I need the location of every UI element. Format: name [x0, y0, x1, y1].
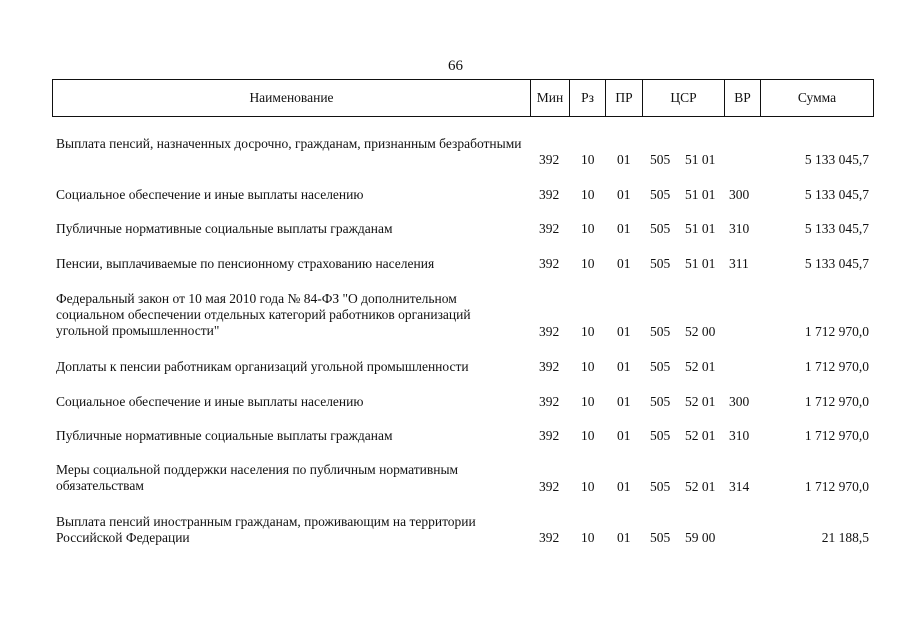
- row-vr: 311: [729, 256, 749, 271]
- row-pr: 01: [617, 187, 631, 202]
- row-pr: 01: [617, 479, 631, 494]
- row-min: 392: [539, 324, 560, 339]
- row-min: 392: [539, 256, 560, 271]
- row-min: 392: [539, 152, 560, 167]
- row-name: Социальное обеспечение и иные выплаты населению: [56, 394, 364, 409]
- row-csr-item: 51 01: [685, 152, 716, 167]
- row-min: 392: [539, 187, 560, 202]
- row-name: Публичные нормативные социальные выплаты гражданам: [56, 428, 393, 443]
- header-min: Мин: [531, 80, 570, 116]
- row-csr-program: 505: [650, 479, 671, 494]
- row-sum: 1 712 970,0: [804, 428, 869, 443]
- header-name: Наименование: [53, 80, 531, 116]
- row-csr-program: 505: [650, 187, 671, 202]
- row-sum: 1 712 970,0: [804, 324, 869, 339]
- table-header: [52, 79, 874, 117]
- row-min: 392: [539, 359, 560, 374]
- row-pr: 01: [617, 394, 631, 409]
- row-pr: 01: [617, 359, 631, 374]
- row-name: Социальное обеспечение и иные выплаты населению: [56, 187, 364, 202]
- row-csr-item: 51 01: [685, 256, 716, 271]
- row-rz: 10: [581, 221, 595, 236]
- row-sum: 5 133 045,7: [804, 187, 869, 202]
- row-csr-item: 52 01: [685, 394, 716, 409]
- row-min: 392: [539, 394, 560, 409]
- row-pr: 01: [617, 152, 631, 167]
- row-min: 392: [539, 479, 560, 494]
- row-min: 392: [539, 221, 560, 236]
- row-pr: 01: [617, 324, 631, 339]
- header-vr: ВР: [725, 80, 761, 116]
- row-name: Выплата пенсий, назначенных досрочно, гражданам, признанным безработными: [56, 136, 522, 151]
- row-vr: 310: [729, 428, 750, 443]
- row-rz: 10: [581, 394, 595, 409]
- row-name: Выплата пенсий иностранным гражданам, проживающим на территории Российской Федерации: [56, 514, 476, 545]
- row-name: Федеральный закон от 10 мая 2010 года № 84-ФЗ "О дополнительном социальном обеспечении отдельных категорий работников организаций угольной промышленности": [56, 291, 471, 338]
- row-rz: 10: [581, 187, 595, 202]
- row-sum: 5 133 045,7: [804, 152, 869, 167]
- row-name: Меры социальной поддержки населения по публичным нормативным обязательствам: [56, 462, 459, 493]
- row-csr-item: 59 00: [685, 530, 716, 545]
- row-pr: 01: [617, 530, 631, 545]
- header-sum: Сумма: [797, 90, 837, 105]
- row-csr-item: 51 01: [685, 187, 716, 202]
- row-csr-program: 505: [650, 256, 671, 271]
- row-name: Публичные нормативные социальные выплаты гражданам: [56, 221, 393, 236]
- row-csr-program: 505: [650, 530, 671, 545]
- row-vr: 314: [729, 479, 750, 494]
- header-rz: Рз: [570, 80, 606, 116]
- row-sum: 5 133 045,7: [804, 256, 869, 271]
- row-csr-program: 505: [650, 428, 671, 443]
- row-name: Пенсии, выплачиваемые по пенсионному страхованию населения: [56, 256, 435, 271]
- row-csr-item: 52 00: [685, 324, 716, 339]
- row-csr-item: 52 01: [685, 428, 716, 443]
- header-pr: ПР: [606, 80, 643, 116]
- row-sum: 1 712 970,0: [804, 479, 869, 494]
- row-rz: 10: [581, 256, 595, 271]
- row-min: 392: [539, 428, 560, 443]
- row-name: Доплаты к пенсии работникам организаций угольной промышленности: [56, 359, 469, 374]
- row-vr: 310: [729, 221, 750, 236]
- row-sum: 1 712 970,0: [804, 394, 869, 409]
- row-rz: 10: [581, 324, 595, 339]
- row-rz: 10: [581, 479, 595, 494]
- row-pr: 01: [617, 428, 631, 443]
- row-rz: 10: [581, 152, 595, 167]
- row-csr-item: 52 01: [685, 479, 716, 494]
- row-csr-program: 505: [650, 394, 671, 409]
- row-pr: 01: [617, 221, 631, 236]
- row-vr: 300: [729, 187, 750, 202]
- row-rz: 10: [581, 428, 595, 443]
- row-sum: 1 712 970,0: [804, 359, 869, 374]
- row-rz: 10: [581, 530, 595, 545]
- row-csr-program: 505: [650, 152, 671, 167]
- page-number: 66: [448, 58, 463, 74]
- header-csr: ЦСР: [643, 80, 725, 116]
- row-min: 392: [539, 530, 560, 545]
- row-csr-item: 51 01: [685, 221, 716, 236]
- row-csr-item: 52 01: [685, 359, 716, 374]
- row-vr: 300: [729, 394, 750, 409]
- row-csr-program: 505: [650, 324, 671, 339]
- row-csr-program: 505: [650, 221, 671, 236]
- row-sum: 5 133 045,7: [804, 221, 869, 236]
- row-pr: 01: [617, 256, 631, 271]
- row-csr-program: 505: [650, 359, 671, 374]
- row-sum: 21 188,5: [821, 530, 869, 545]
- row-rz: 10: [581, 359, 595, 374]
